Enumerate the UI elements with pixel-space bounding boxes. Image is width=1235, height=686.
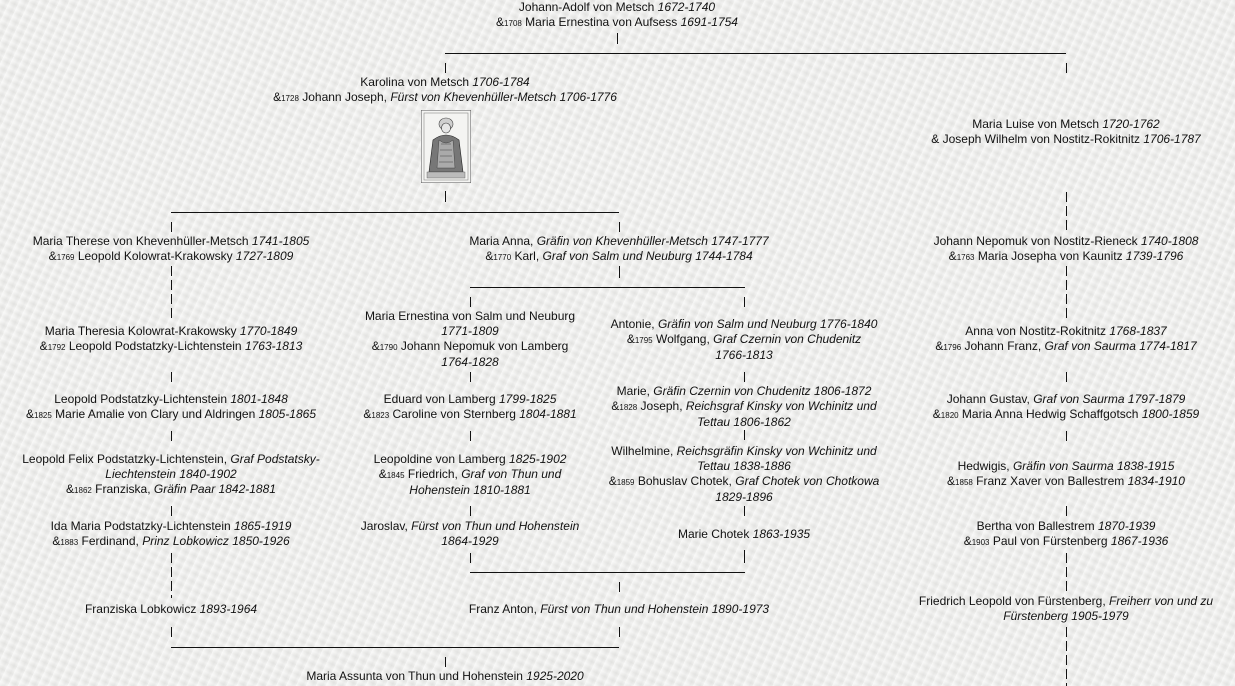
life-dates: 1739-1796 xyxy=(1125,249,1184,263)
marriage-symbol: & xyxy=(947,474,956,488)
noble-title: Tettau xyxy=(697,459,731,473)
life-dates: 1747-1777 xyxy=(707,234,769,248)
life-dates: 1805-1865 xyxy=(258,407,316,421)
spouse-name: Maria Josepha von Kaunitz xyxy=(974,249,1126,263)
karolina-couple xyxy=(273,75,617,106)
annanostitz-couple xyxy=(935,324,1196,355)
person-name: Leopoldine von Lamberg xyxy=(373,452,510,466)
spouse-name: Maria Anna Hedwig Schaffgotsch xyxy=(958,407,1142,421)
life-dates: 1691-1754 xyxy=(680,15,738,29)
marriage-symbol: & xyxy=(66,482,75,496)
spouse-name: Wolfgang, xyxy=(652,332,714,346)
life-dates: 1770-1849 xyxy=(239,324,298,338)
spouse-name: Friedrich, xyxy=(404,467,462,481)
marriage-year: 1828 xyxy=(619,403,638,412)
life-dates: 1763-1813 xyxy=(244,339,303,353)
life-dates: 1706-1787 xyxy=(1143,132,1201,146)
marriage-symbol: & xyxy=(39,339,48,353)
person-name: Leopold Podstatzky-Lichtenstein xyxy=(54,392,231,406)
life-dates: 1840-1902 xyxy=(175,467,237,481)
life-dates: 1776-1840 xyxy=(816,317,878,331)
person-name: Wilhelmine, xyxy=(611,444,677,458)
marriage-year: 1763 xyxy=(956,253,975,262)
marriage-symbol: & xyxy=(608,474,617,488)
spouse-name: Franziska, xyxy=(91,482,154,496)
spouse-name: Joseph, xyxy=(637,399,686,413)
marriage-symbol: & xyxy=(378,467,387,481)
noble-title: Graf von Saurma xyxy=(1044,339,1136,353)
marriage-symbol: & xyxy=(48,249,57,263)
life-dates: 1766-1813 xyxy=(715,348,773,362)
marriage-year: 1883 xyxy=(60,538,79,547)
life-dates: 1672-1740 xyxy=(657,0,716,14)
felix-couple xyxy=(22,452,320,498)
life-dates: 1771-1809 xyxy=(441,324,499,338)
life-dates: 1834-1910 xyxy=(1127,474,1185,488)
leopold-couple xyxy=(26,392,316,423)
marriage-year: 1769 xyxy=(56,253,75,262)
spouse-name: Bohuslav Chotek, xyxy=(634,474,736,488)
person-name: Johann Gustav, xyxy=(946,392,1034,406)
person-name: Anna von Nostitz-Rokitnitz xyxy=(965,324,1110,338)
person-name: Maria Ernestina von Salm und Neuburg xyxy=(364,309,576,323)
spouse-name: Johann Nepomuk von Lamberg xyxy=(397,339,569,353)
life-dates: 1864-1929 xyxy=(441,534,499,548)
antonie-couple xyxy=(611,317,878,363)
noble-title: Graf Czernin von Chudenitz xyxy=(713,332,862,346)
person-name: Friedrich Leopold von Fürstenberg, xyxy=(918,594,1110,608)
life-dates: 1806-1872 xyxy=(810,384,872,398)
marriage-year: 1796 xyxy=(943,343,962,352)
noble-title: Graf von Thun und xyxy=(461,467,562,481)
noble-title: Freiherr von und zu xyxy=(1109,594,1214,608)
life-dates: 1706-1784 xyxy=(472,75,530,89)
theresia-couple xyxy=(40,324,303,355)
person-name: Marie Chotek xyxy=(677,527,753,541)
life-dates: 1740-1808 xyxy=(1141,234,1199,248)
noble-title: Gräfin von Saurma xyxy=(1012,459,1114,473)
noble-title: Graf Podstatsky- xyxy=(230,452,320,466)
marriage-symbol: & xyxy=(935,339,944,353)
life-dates: 1797-1879 xyxy=(1124,392,1186,406)
assunta-person xyxy=(306,669,583,684)
wilhelmine-couple xyxy=(609,444,880,505)
marriage-symbol: & xyxy=(273,90,282,104)
marriage-year: 1823 xyxy=(371,411,390,420)
life-dates: 1867-1936 xyxy=(1110,534,1169,548)
life-dates: 1838-1915 xyxy=(1113,459,1175,473)
life-dates: 1799-1825 xyxy=(499,392,557,406)
therese-couple xyxy=(33,234,310,265)
life-dates: 1829-1896 xyxy=(715,490,773,504)
person-name: Marie, xyxy=(616,384,654,398)
spouse-name: Leopold Kolowrat-Krakowsky xyxy=(74,249,236,263)
life-dates: 1905-1979 xyxy=(1067,609,1129,623)
noble-title: Fürst von Khevenhüller-Metsch xyxy=(390,90,557,104)
life-dates: 1850-1926 xyxy=(228,534,290,548)
life-dates: 1842-1881 xyxy=(215,482,276,496)
marriage-symbol: & xyxy=(626,332,635,346)
life-dates: 1764-1828 xyxy=(441,355,499,369)
noble-title: Graf von Saurma xyxy=(1033,392,1125,406)
person-name: Jaroslav, xyxy=(360,519,412,533)
marriage-symbol: & xyxy=(26,407,35,421)
life-dates: 1741-1805 xyxy=(251,234,310,248)
noble-title: Liechtenstein xyxy=(105,467,176,481)
life-dates: 1863-1935 xyxy=(752,527,811,541)
noble-title: Reichsgräfin Kinsky von Wchinitz und xyxy=(676,444,877,458)
life-dates: 1720-1762 xyxy=(1102,117,1160,131)
noble-title: Gräfin von Salm und Neuburg xyxy=(657,317,817,331)
life-dates: 1865-1919 xyxy=(234,519,292,533)
jaroslav-person xyxy=(361,519,580,549)
marriage-year: 1708 xyxy=(504,19,522,28)
noble-title: Fürst von Thun und Hohenstein xyxy=(540,602,709,616)
person-name: Karolina von Metsch xyxy=(360,75,473,89)
eduard-couple xyxy=(363,392,576,423)
life-dates: 1768-1837 xyxy=(1109,324,1167,338)
marriage-year: 1790 xyxy=(379,343,398,352)
spouse-name: Paul von Fürstenberg xyxy=(989,534,1111,548)
marriage-year: 1859 xyxy=(616,478,635,487)
noble-title: Gräfin von Khevenhüller-Metsch xyxy=(536,234,708,248)
noble-title: Fürst von Thun und Hohenstein xyxy=(411,519,580,533)
marriage-symbol: & xyxy=(611,399,620,413)
marriage-year: 1845 xyxy=(386,471,405,480)
life-dates: 1804-1881 xyxy=(519,407,577,421)
life-dates: 1727-1809 xyxy=(235,249,294,263)
friedrich-person xyxy=(919,594,1213,624)
person-name: Bertha von Ballestrem xyxy=(976,519,1098,533)
hedwigis-couple xyxy=(947,459,1185,490)
marriage-year: 1792 xyxy=(47,343,66,352)
marriage-year: 1770 xyxy=(493,253,512,262)
person-name: Franziska Lobkowicz xyxy=(84,602,200,616)
person-name: Maria Therese von Khevenhüller-Metsch xyxy=(32,234,252,248)
spouse-name: Maria Ernestina von Aufsess xyxy=(521,15,681,29)
person-name: Leopold Felix Podstatzky-Lichtenstein, xyxy=(22,452,231,466)
noble-title: Gräfin Paar xyxy=(153,482,216,496)
franzanton-person xyxy=(469,602,769,617)
life-dates: 1806-1862 xyxy=(730,415,791,429)
anna-couple xyxy=(469,234,768,265)
marriage-symbol: & xyxy=(52,534,61,548)
life-dates: 1870-1939 xyxy=(1097,519,1156,533)
noble-title: Gräfin Czernin von Chudenitz xyxy=(653,384,811,398)
marriage-year: 1795 xyxy=(634,336,653,345)
bertha-couple xyxy=(964,519,1169,550)
marriage-symbol: & xyxy=(485,249,494,263)
spouse-name: Caroline von Sternberg xyxy=(389,407,520,421)
marriage-symbol: & xyxy=(371,339,380,353)
marie-couple xyxy=(611,384,876,430)
spouse-name: Leopold Podstatzky-Lichtenstein xyxy=(65,339,245,353)
noble-title: Tettau xyxy=(697,415,731,429)
life-dates: 1810-1881 xyxy=(469,483,531,497)
person-name: Maria Luise von Metsch xyxy=(972,117,1103,131)
life-dates: 1838-1886 xyxy=(730,459,791,473)
person-name: Maria Assunta von Thun und Hohenstein xyxy=(306,669,527,683)
noble-title: Reichsgraf Kinsky von Wchinitz und xyxy=(685,399,877,413)
noble-title: Hohenstein xyxy=(409,483,470,497)
person-name: Ida Maria Podstatzky-Lichtenstein xyxy=(50,519,235,533)
nepomuk-couple xyxy=(934,234,1199,265)
life-dates: 1801-1848 xyxy=(230,392,288,406)
marriage-year: 1862 xyxy=(74,486,92,495)
person-name: Maria Theresia Kolowrat-Krakowsky xyxy=(44,324,240,338)
spouse-name: Marie Amalie von Clary und Aldringen xyxy=(51,407,259,421)
marriage-year: 1858 xyxy=(955,478,973,487)
noble-title: Prinz Lobkowicz xyxy=(142,534,229,548)
noble-title: Fürstenberg xyxy=(1003,609,1068,623)
spouse-name: & Joseph Wilhelm von Nostitz-Rokitnitz xyxy=(931,132,1144,146)
portrait-image xyxy=(421,110,471,183)
spouse-name: Franz Xaver von Ballestrem xyxy=(972,474,1128,488)
spouse-name: Johann Joseph, xyxy=(298,90,391,104)
life-dates: 1893-1964 xyxy=(199,602,258,616)
life-dates: 1890-1973 xyxy=(708,602,770,616)
person-name: Johann Nepomuk von Nostitz-Rieneck xyxy=(933,234,1142,248)
marriage-symbol: & xyxy=(363,407,372,421)
person-name: Eduard von Lamberg xyxy=(383,392,499,406)
leopoldine-couple xyxy=(374,452,567,498)
person-name: Antonie, xyxy=(610,317,658,331)
life-dates: 1774-1817 xyxy=(1135,339,1197,353)
person-name: Johann-Adolf von Metsch xyxy=(518,0,658,14)
marriage-year: 1903 xyxy=(971,538,990,547)
life-dates: 1744-1784 xyxy=(691,249,753,263)
spouse-name: Johann Franz, xyxy=(961,339,1045,353)
spouse-name: Ferdinand, xyxy=(78,534,143,548)
franziska-person xyxy=(85,602,257,617)
mariechotek-person xyxy=(678,527,810,542)
life-dates: 1925-2020 xyxy=(526,669,584,683)
root-couple xyxy=(496,0,738,31)
marriage-year: 1728 xyxy=(281,94,299,103)
person-name: Franz Anton, xyxy=(468,602,541,616)
marriage-year: 1825 xyxy=(34,411,52,420)
luise-couple xyxy=(931,117,1200,147)
ernestina-couple xyxy=(365,309,575,370)
noble-title: Graf Chotek von Chotkowa xyxy=(735,474,880,488)
life-dates: 1825-1902 xyxy=(509,452,567,466)
ida-couple xyxy=(51,519,292,550)
gustav-couple xyxy=(933,392,1199,423)
marriage-symbol: & xyxy=(496,15,505,29)
marriage-symbol: & xyxy=(963,534,972,548)
life-dates: 1800-1859 xyxy=(1141,407,1200,421)
marriage-symbol: & xyxy=(932,407,941,421)
spouse-name: Karl, xyxy=(511,249,543,263)
person-name: Maria Anna, xyxy=(469,234,537,248)
marriage-year: 1820 xyxy=(940,411,959,420)
noble-title: Graf von Salm und Neuburg xyxy=(542,249,692,263)
life-dates: 1706-1776 xyxy=(556,90,617,104)
person-name: Hedwigis, xyxy=(957,459,1013,473)
marriage-symbol: & xyxy=(948,249,957,263)
